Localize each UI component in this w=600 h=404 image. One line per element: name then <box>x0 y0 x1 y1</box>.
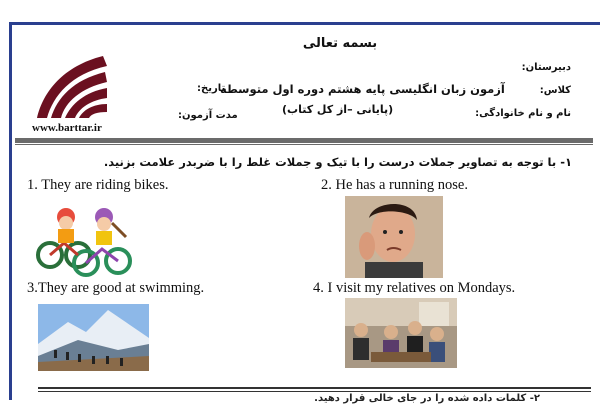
section2-instruction-partial: ۲- کلمات داده شده را در جای خالی قرار دهید. <box>314 393 540 404</box>
exam-title: آزمون زبان انگلیسی پایه هشتم دوره اول متوسطه <box>220 82 505 96</box>
man-sick-photo <box>345 196 443 278</box>
header-divider-thin <box>15 144 593 145</box>
kids-bikes-image <box>36 203 140 277</box>
question-3: 3.They are good at swimming. <box>27 280 205 296</box>
section-divider-thin <box>38 391 591 392</box>
page-frame-left <box>9 22 12 400</box>
question-2: 2. He has a running nose. <box>321 177 468 193</box>
header-divider <box>15 138 593 143</box>
page-frame-top <box>9 22 600 25</box>
school-label: دبیرستان: <box>521 62 571 73</box>
section1-instruction: ۱- با توجه به تصاویر جملات درست را با تیک و جملات غلط را با ضربدر علامت بزنید. <box>103 155 572 169</box>
question-4: 4. I visit my relatives on Mondays. <box>313 280 516 296</box>
bismillah-heading: بسمه تعالی <box>302 36 378 51</box>
exam-subtitle: (پایانی –از کل کتاب) <box>282 103 394 116</box>
mountain-hikers-photo <box>38 304 149 371</box>
date-label: تاریخ: <box>197 83 226 94</box>
family-visit-photo <box>345 298 457 368</box>
duration-label: مدت آزمون: <box>178 110 238 121</box>
question-1: 1. They are riding bikes. <box>27 177 169 193</box>
barttar-logo <box>33 52 111 122</box>
website-url: www.barttar.ir <box>32 122 102 134</box>
name-label: نام و نام خانوادگی: <box>475 108 571 119</box>
class-label: کلاس: <box>539 85 571 96</box>
section-divider <box>38 387 591 389</box>
